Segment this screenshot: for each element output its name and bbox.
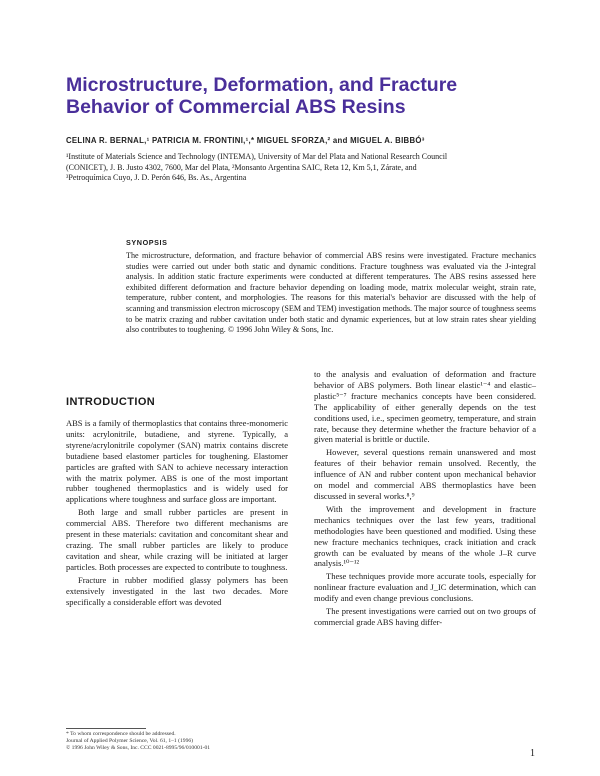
paragraph: Both large and small rubber particles are present in commercial ABS. Therefore two different mechanisms are present in these materials: cavitation and concomitant shear and crazing. The small rubber particles are likely to produce cavitation and shear, while crazing will be initiated at larger particles. Both processes are expected to contribute to toughness.: [66, 507, 288, 572]
footnotes: [66, 731, 296, 753]
left-column: [66, 418, 288, 609]
paragraph: The present investigations were carried out on two groups of commercial grade ABS having differ-: [314, 606, 536, 627]
right-column: [314, 369, 536, 630]
affiliations: [66, 152, 536, 184]
affiliation-line: (CONICET), J. B. Justo 4302, 7600, Mar del Plata, ²Monsanto Argentina SAIC, Reta 12, Km 5,1, Zárate, and: [66, 162, 417, 172]
paragraph: to the analysis and evaluation of deformation and fracture behavior of ABS polymers. Both linear elastic¹⁻⁴ and elastic–plastic⁵⁻⁷ fracture mechanics concepts have been considered. The applicability of either generally depends on the test conditions used, i.e., specimen geometry, temperature, and strain rate, because they determine whether the fracture behavior of a given material is brittle or ductile.: [314, 369, 536, 445]
footnote-line: © 1996 John Wiley & Sons, Inc. CCC 0021-8995/96/010001-01: [66, 745, 211, 752]
author-list: CELINA R. BERNAL,¹ PATRICIA M. FRONTINI,¹,* MIGUEL SFORZA,² and MIGUEL A. BIBBÓ³: [66, 136, 425, 145]
affiliation-line: ³Petroquímica Cuyo, J. D. Perón 646, Bs. As., Argentina: [66, 173, 247, 182]
affiliation-line: ¹Institute of Materials Science and Technology (INTEMA), University of Mar del Plata and National Research Council: [66, 152, 448, 161]
paragraph: These techniques provide more accurate tools, especially for nonlinear fracture evaluation and J_IC determination, which can modify and even change previous conclusions.: [314, 571, 536, 604]
footnote-divider: [66, 728, 146, 729]
page-number: 1: [530, 748, 535, 759]
paragraph: With the improvement and development in fracture mechanics techniques over the last few years, traditional methodologies have been questioned and modified. Using these new fracture mechanics techniques, crack initiation and crack growth can be evaluated by means of the whole J–R curve analysis.¹⁰⁻¹²: [314, 503, 536, 569]
paragraph: ABS is a family of thermoplastics that contains three-monomeric units: acrylonitrile, butadiene, and styrene. Typically, a styrene/acrylonitrile copolymer (SAN) matrix contains discrete butadiene based elastomer particles for toughening. Elastomer particles are grafted with SAN to achieve necessary interaction with the matrix polymer. ABS is one of the most important rubber toughened thermoplastics and is widely used for applications where toughness and surface gloss are important.: [66, 418, 288, 505]
introduction-heading: INTRODUCTION: [66, 396, 156, 408]
paragraph: However, several questions remain unanswered and most features of their behavior remain unsolved. Recently, the influence of AN and rubber content upon mechanical behavior on model and commercial ABS thermoplastics have been discussed in several works.⁸,⁹: [314, 447, 536, 501]
footnote-line: Journal of Applied Polymer Science, Vol. 61, 1–1 (1996): [66, 738, 194, 745]
paper-title: Microstructure, Deformation, and Fracture Behavior of Commercial ABS Resins: [66, 74, 458, 118]
synopsis-text: The microstructure, deformation, and fracture behavior of commercial ABS resins were investigated. Fracture mechanics studies were carried out under both static and dynamic conditions. Fracture toughness was evaluated via the J-integral analysis. In addition static fracture experiments were conducted at different temperatures. The ABS resins assessed here exhibited different deformation and fracture behavior depending on loading mode, matrix molecular weight, strain rate, temperature, rubber content, and morphologies. The reasons for this material's behavior are discussed with the help of scanning and transmission electron microscopy (SEM and TEM) investigation methods. The major source of toughness seems to be matrix crazing and rubber cavitation under both static and dynamic experiences, but at low strain rates shear yielding also contributes to toughening. © 1996 John Wiley & Sons, Inc.: [126, 251, 536, 335]
synopsis-heading: SYNOPSIS: [126, 238, 168, 247]
footnote-line: * To whom correspondence should be addressed.: [66, 731, 176, 737]
paragraph: Fracture in rubber modified glassy polymers has been extensively investigated in the last two decades. More specifically a considerable effort was devoted: [66, 574, 288, 607]
